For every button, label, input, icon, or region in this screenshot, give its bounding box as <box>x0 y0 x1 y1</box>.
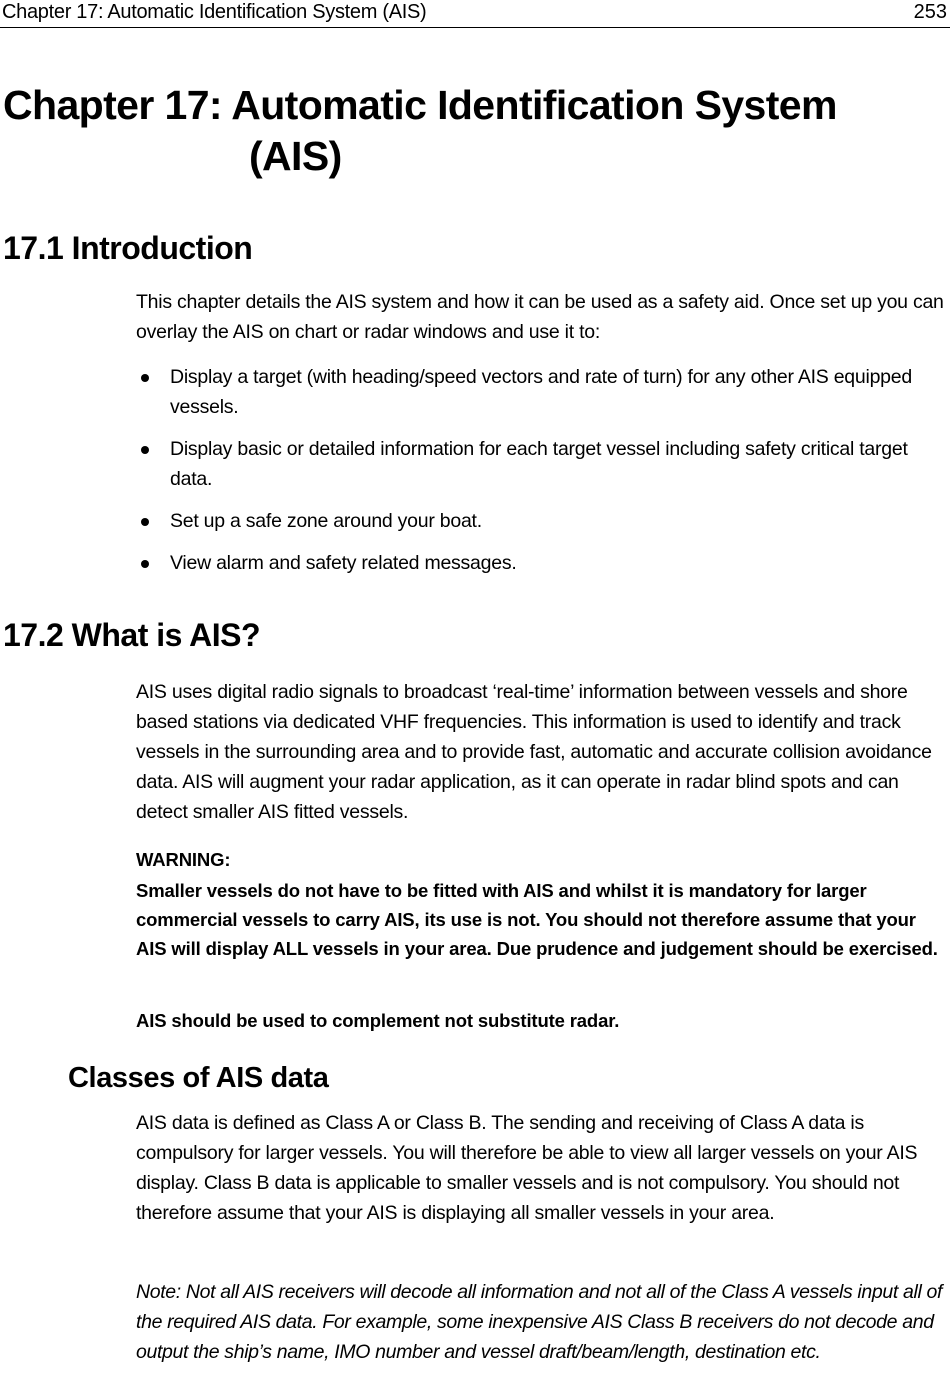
warning-label: WARNING: <box>136 849 231 870</box>
list-item: Display a target (with heading/speed vectors and rate of turn) for any other AIS equipped vessels. <box>136 362 946 422</box>
chapter-title <box>3 80 947 182</box>
chapter-title-line2: (AIS) <box>249 133 342 179</box>
intro-paragraph: This chapter details the AIS system and how it can be used as a safety aid. Once set up you can overlay the AIS on chart or radar windows and use it to: <box>136 291 944 343</box>
page-number: 253 <box>913 1 947 23</box>
list-item: Set up a safe zone around your boat. <box>136 506 946 536</box>
warning-text-radar: AIS should be used to complement not substitute radar. <box>136 1010 620 1031</box>
bullet-icon <box>141 560 149 568</box>
intro-bullet-list <box>136 362 946 578</box>
bullet-icon <box>141 374 149 382</box>
list-item: Display basic or detailed information for each target vessel including safety critical target data. <box>136 434 946 494</box>
bullet-icon <box>141 446 149 454</box>
classes-paragraph: AIS data is defined as Class A or Class B. The sending and receiving of Class A data is compulsory for larger vessels. You will therefore be able to view all larger vessels on your AIS display. Class B data is applicable to smaller vessels and is not compulsory. You should not therefore assume that your AIS is displaying all smaller vessels in your area. <box>136 1112 918 1224</box>
classes-note: Note: Not all AIS receivers will decode all information and not all of the Class A vessels input all of the required AIS data. For example, some inexpensive AIS Class B receivers do not decode and output the ship’s name, IMO number and vessel draft/beam/length, destination etc. <box>136 1281 943 1363</box>
running-header-title: Chapter 17: Automatic Identification System (AIS) <box>2 1 427 23</box>
list-item: View alarm and safety related messages. <box>136 548 946 578</box>
chapter-title-line1: Chapter 17: Automatic Identification System <box>3 82 837 128</box>
section-heading-what-is-ais: 17.2 What is AIS? <box>3 617 261 653</box>
subsection-heading-classes: Classes of AIS data <box>68 1062 329 1094</box>
running-header <box>0 0 950 28</box>
warning-text: Smaller vessels do not have to be fitted with AIS and whilst it is mandatory for larger commercial vessels to carry AIS, its use is not. You should not therefore assume that your AIS will display ALL vessels in your area. Due prudence and judgement should be exercised. <box>136 880 938 959</box>
bullet-icon <box>141 518 149 526</box>
section-heading-introduction: 17.1 Introduction <box>3 230 253 266</box>
what-is-ais-paragraph: AIS uses digital radio signals to broadcast ‘real-time’ information between vessels and shore based stations via dedicated VHF frequencies. This information is used to identify and track vessels in the surrounding area and to provide fast, automatic and accurate collision avoidance data. AIS will augment your radar application, as it can operate in radar blind spots and can detect smaller AIS fitted vessels. <box>136 681 932 823</box>
